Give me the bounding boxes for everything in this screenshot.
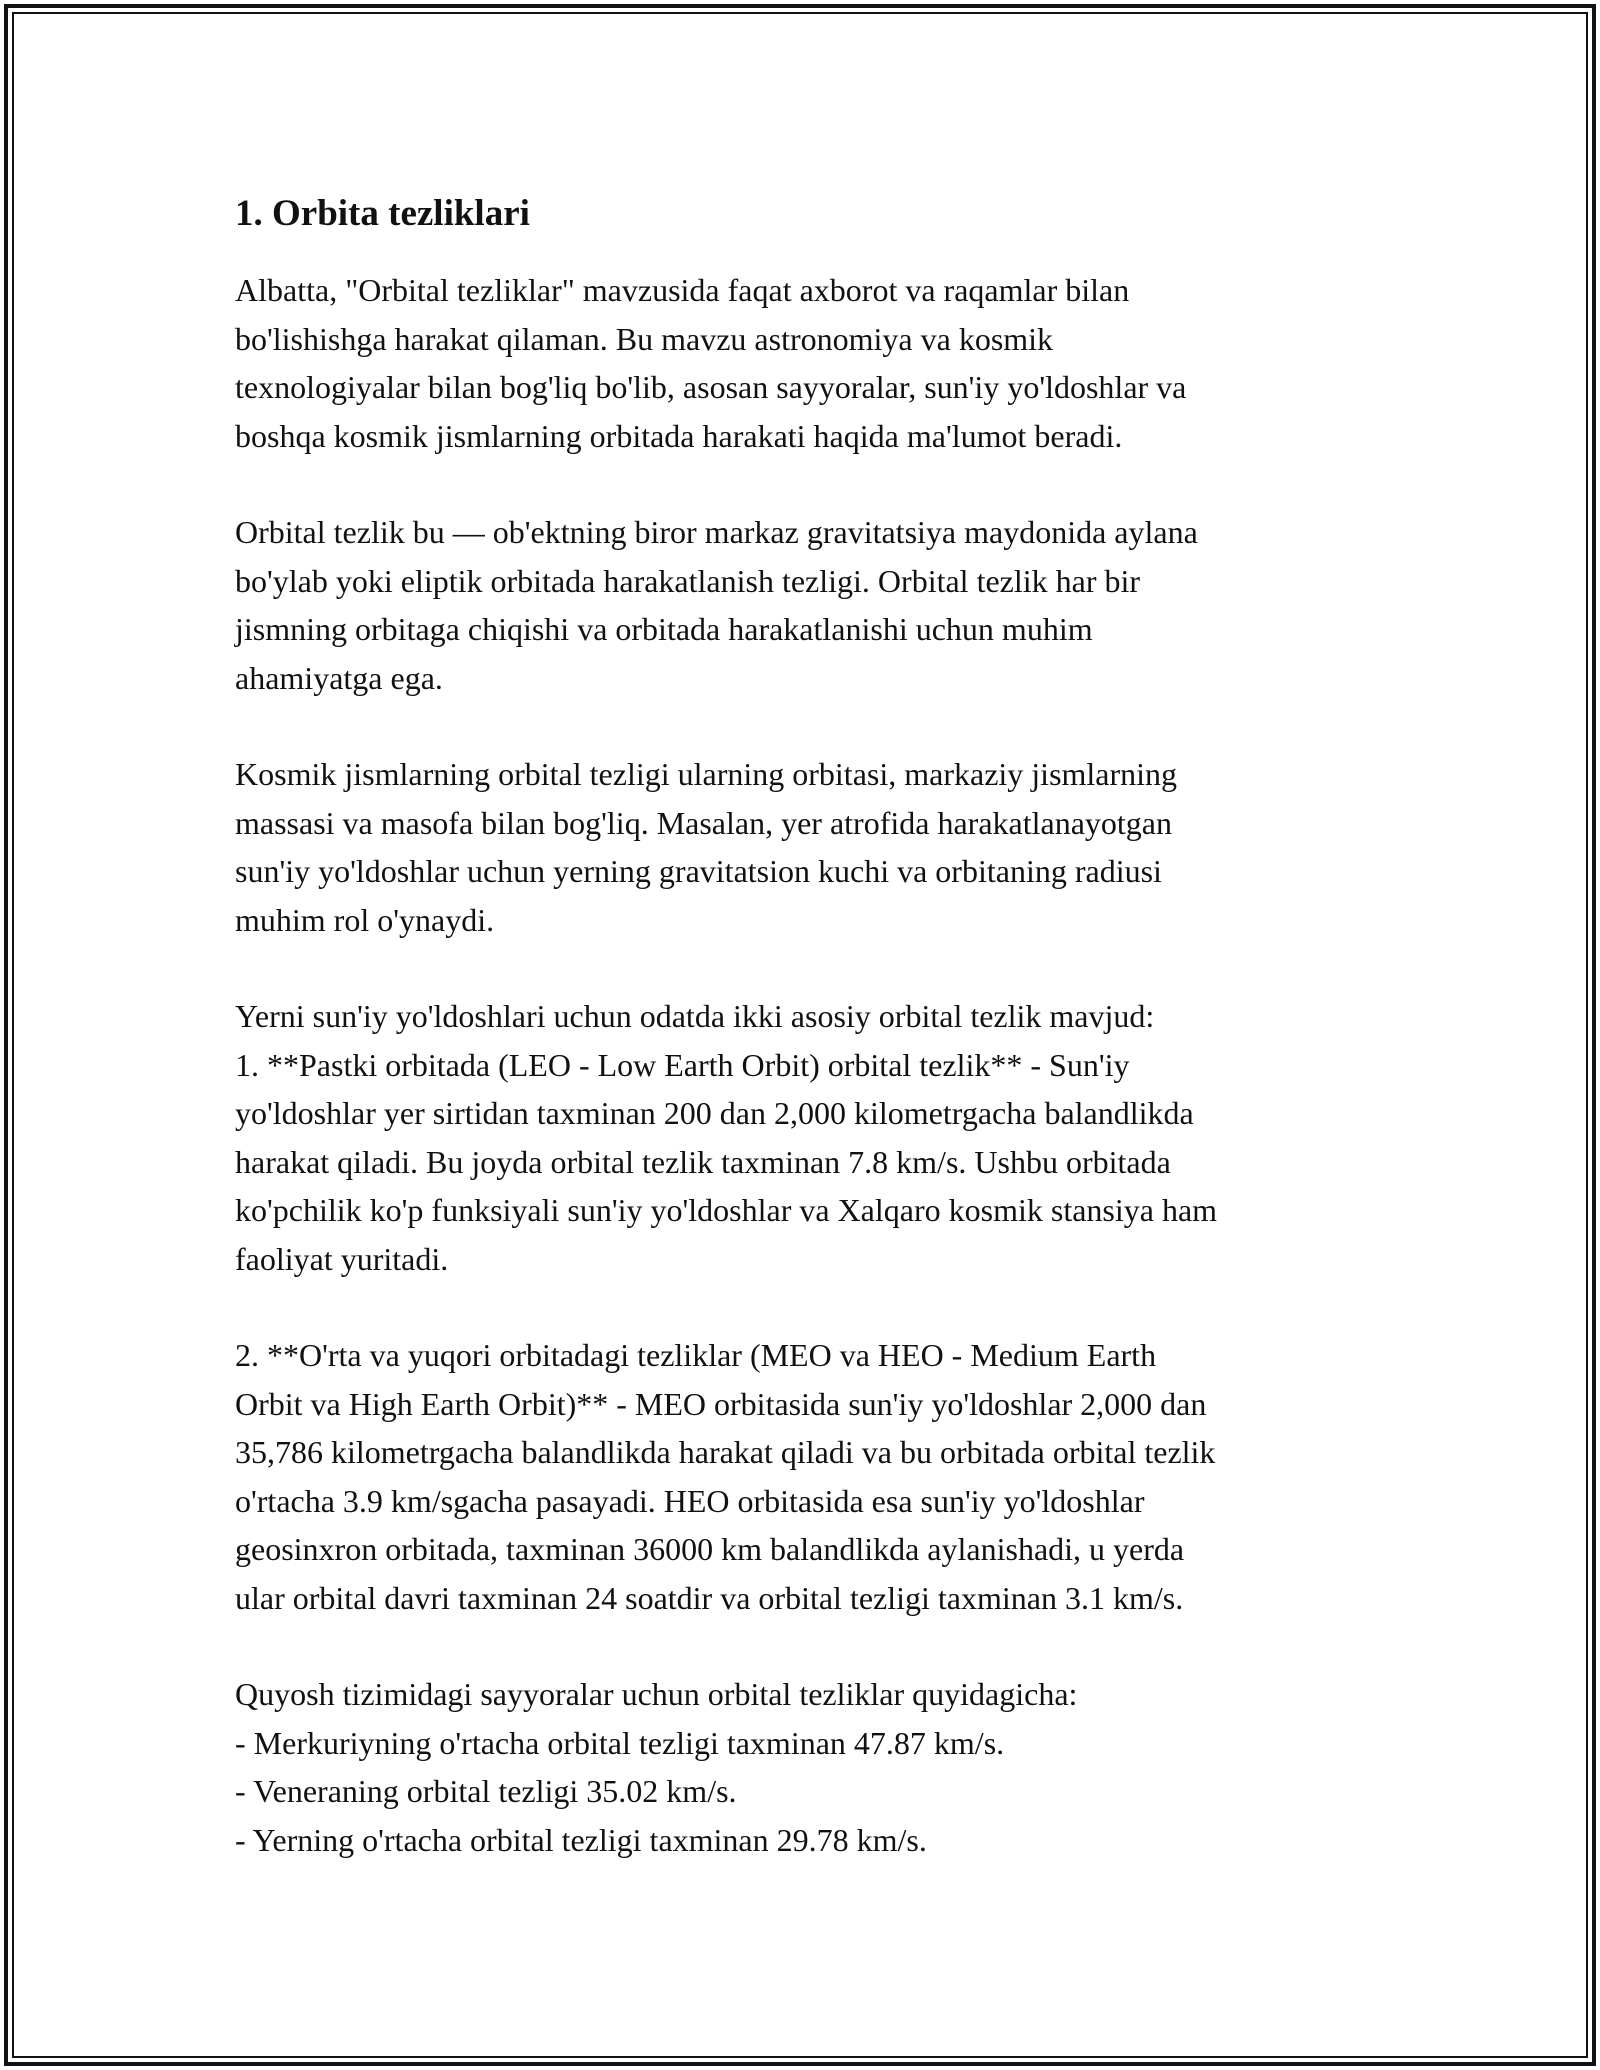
list-item: - Merkuriyning o'rtacha orbital tezligi taxminan 47.87 km/s. <box>235 1724 1005 1761</box>
paragraph-planets <box>235 1670 1370 1864</box>
paragraph-leo <box>235 992 1370 1283</box>
list-item: - Yerning o'rtacha orbital tezligi taxminan 29.78 km/s. <box>235 1821 927 1858</box>
document-body <box>235 188 1370 1912</box>
document-heading: 1. Orbita tezliklari <box>235 193 530 234</box>
text-line: ular orbital davri taxminan 24 soatdir va orbital tezligi taxminan 3.1 km/s. <box>235 1579 1184 1616</box>
text-line: texnologiyalar bilan bog'liq bo'lib, asosan sayyoralar, sun'iy yo'ldoshlar va <box>235 369 1187 405</box>
text-line: massasi va masofa bilan bog'liq. Masalan, yer atrofida harakatlanayotgan <box>235 804 1172 841</box>
paragraph-factors <box>235 750 1370 944</box>
text-line: Kosmik jismlarning orbital tezligi ularning orbitasi, markaziy jismlarning <box>235 756 1178 792</box>
text-line: sun'iy yo'ldoshlar uchun yerning gravitatsion kuchi va orbitaning radiusi <box>235 853 1162 889</box>
text-line: o'rtacha 3.9 km/sgacha pasayadi. HEO orbitasida esa sun'iy yo'ldoshlar <box>235 1482 1145 1519</box>
list-item: - Veneraning orbital tezligi 35.02 km/s. <box>235 1773 737 1809</box>
text-line: 35,786 kilometrgacha balandlikda harakat qiladi va bu orbitada orbital tezlik <box>235 1434 1216 1470</box>
text-line: ko'pchilik ko'p funksiyali sun'iy yo'ldoshlar va Xalqaro kosmik stansiya ham <box>235 1192 1218 1228</box>
text-line: bo'lishishga harakat qilaman. Bu mavzu astronomiya va kosmik <box>235 320 1054 357</box>
paragraph-definition <box>235 508 1370 702</box>
text-line: yo'ldoshlar yer sirtidan taxminan 200 dan 2,000 kilometrgacha balandlikda <box>235 1095 1194 1131</box>
text-line: bo'ylab yoki eliptik orbitada harakatlanish tezligi. Orbital tezlik har bir <box>235 562 1141 599</box>
text-line: Orbital tezlik bu — ob'ektning biror markaz gravitatsiya maydonida aylana <box>235 514 1198 550</box>
text-line: boshqa kosmik jismlarning orbitada harakati haqida ma'lumot beradi. <box>235 417 1123 454</box>
text-line: harakat qiladi. Bu joyda orbital tezlik taxminan 7.8 km/s. Ushbu orbitada <box>235 1143 1171 1180</box>
text-line: muhim rol o'ynaydi. <box>235 901 495 938</box>
text-line: Albatta, "Orbital tezliklar" mavzusida faqat axborot va raqamlar bilan <box>235 272 1130 308</box>
text-line: geosinxron orbitada, taxminan 36000 km balandlikda aylanishadi, u yerda <box>235 1531 1185 1567</box>
text-line: Quyosh tizimidagi sayyoralar uchun orbital tezliklar quyidagicha: <box>235 1676 1078 1712</box>
text-line: 1. **Pastki orbitada (LEO - Low Earth Orbit) orbital tezlik** - Sun'iy <box>235 1046 1130 1083</box>
text-line: ahamiyatga ega. <box>235 659 443 696</box>
text-line: jismning orbitaga chiqishi va orbitada harakatlanishi uchun muhim <box>235 611 1093 647</box>
text-line: Orbit va High Earth Orbit)** - MEO orbitasida sun'iy yo'ldoshlar 2,000 dan <box>235 1385 1207 1422</box>
text-line: 2. **O'rta va yuqori orbitadagi tezliklar (MEO va HEO - Medium Earth <box>235 1337 1157 1373</box>
text-line: Yerni sun'iy yo'ldoshlari uchun odatda ikki asosiy orbital tezlik mavjud: <box>235 998 1155 1034</box>
text-line: faoliyat yuritadi. <box>235 1240 449 1277</box>
paragraph-intro <box>235 266 1370 460</box>
paragraph-meo-heo <box>235 1331 1370 1622</box>
